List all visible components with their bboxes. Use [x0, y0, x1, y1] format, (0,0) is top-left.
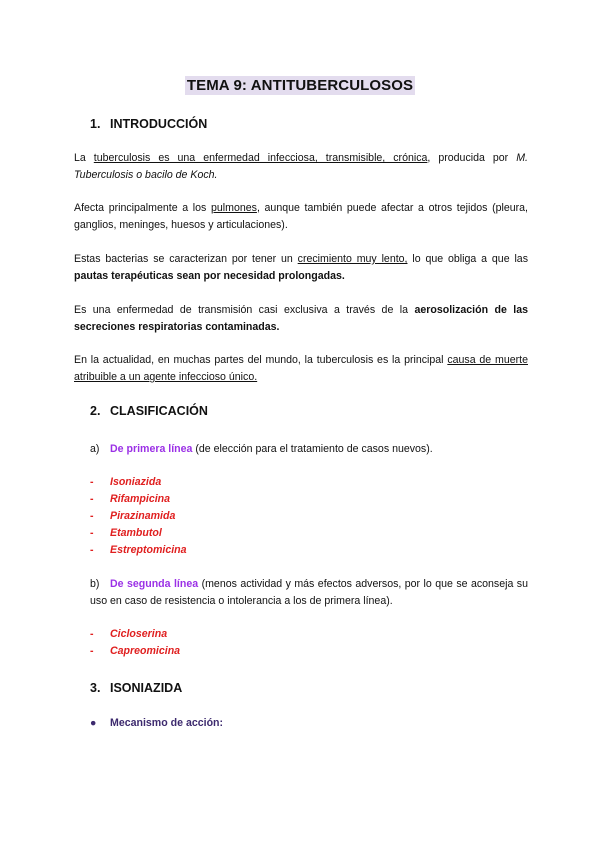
list-item: - Pirazinamida	[90, 510, 176, 522]
document-title: TEMA 9: ANTITUBERCULOSOS	[186, 77, 414, 94]
list-item: - Estreptomicina	[90, 544, 187, 556]
first-line-drug-list	[90, 474, 187, 559]
list-item: - Etambutol	[90, 527, 162, 539]
second-line-description: b) De segunda línea (menos actividad y más efectos adversos, por lo que se aconseja su uso en caso de resistencia o intolerancia a los de primera línea).	[90, 578, 528, 607]
second-line-drug-list	[90, 626, 180, 660]
paragraph-transmission: Es una enfermedad de transmisión casi exclusiva a través de la aerosolización de las secreciones respiratorias contaminadas.	[74, 304, 528, 333]
bullet-icon: ●	[90, 717, 97, 729]
section-heading-isoniazida: 3. ISONIAZIDA	[90, 681, 183, 695]
paragraph-affected-organs: Afecta principalmente a los pulmones, aunque también puede afectar a otros tejidos (pleura, ganglios, meninges, huesos y articulaciones).	[74, 202, 529, 231]
paragraph-slow-growth: Estas bacterias se caracterizan por tener un crecimiento muy lento, lo que obliga a que las pautas terapéuticas sean por necesidad prolongadas.	[74, 253, 528, 282]
list-item: - Capreomicina	[90, 645, 181, 657]
paragraph-mortality: En la actualidad, en muchas partes del mundo, la tuberculosis es la principal causa de muerte atribuible a un agente infeccioso único.	[74, 354, 528, 383]
section-heading-introduccion: 1. INTRODUCCIÓN	[90, 117, 208, 131]
paragraph-definition: La tuberculosis es una enfermedad infecciosa, transmisible, crónica, producida por M. Tuberculosis o bacilo de Koch.	[74, 152, 528, 181]
section-heading-clasificacion: 2. CLASIFICACIÓN	[90, 404, 208, 418]
list-item: - Isoniazida	[90, 476, 162, 488]
mechanism-bullet: ● Mecanismo de acción:	[90, 717, 224, 729]
list-item: - Rifampicina	[90, 493, 171, 505]
list-item: - Cicloserina	[90, 628, 168, 640]
first-line-description: a) De primera línea (de elección para el tratamiento de casos nuevos).	[90, 443, 433, 455]
